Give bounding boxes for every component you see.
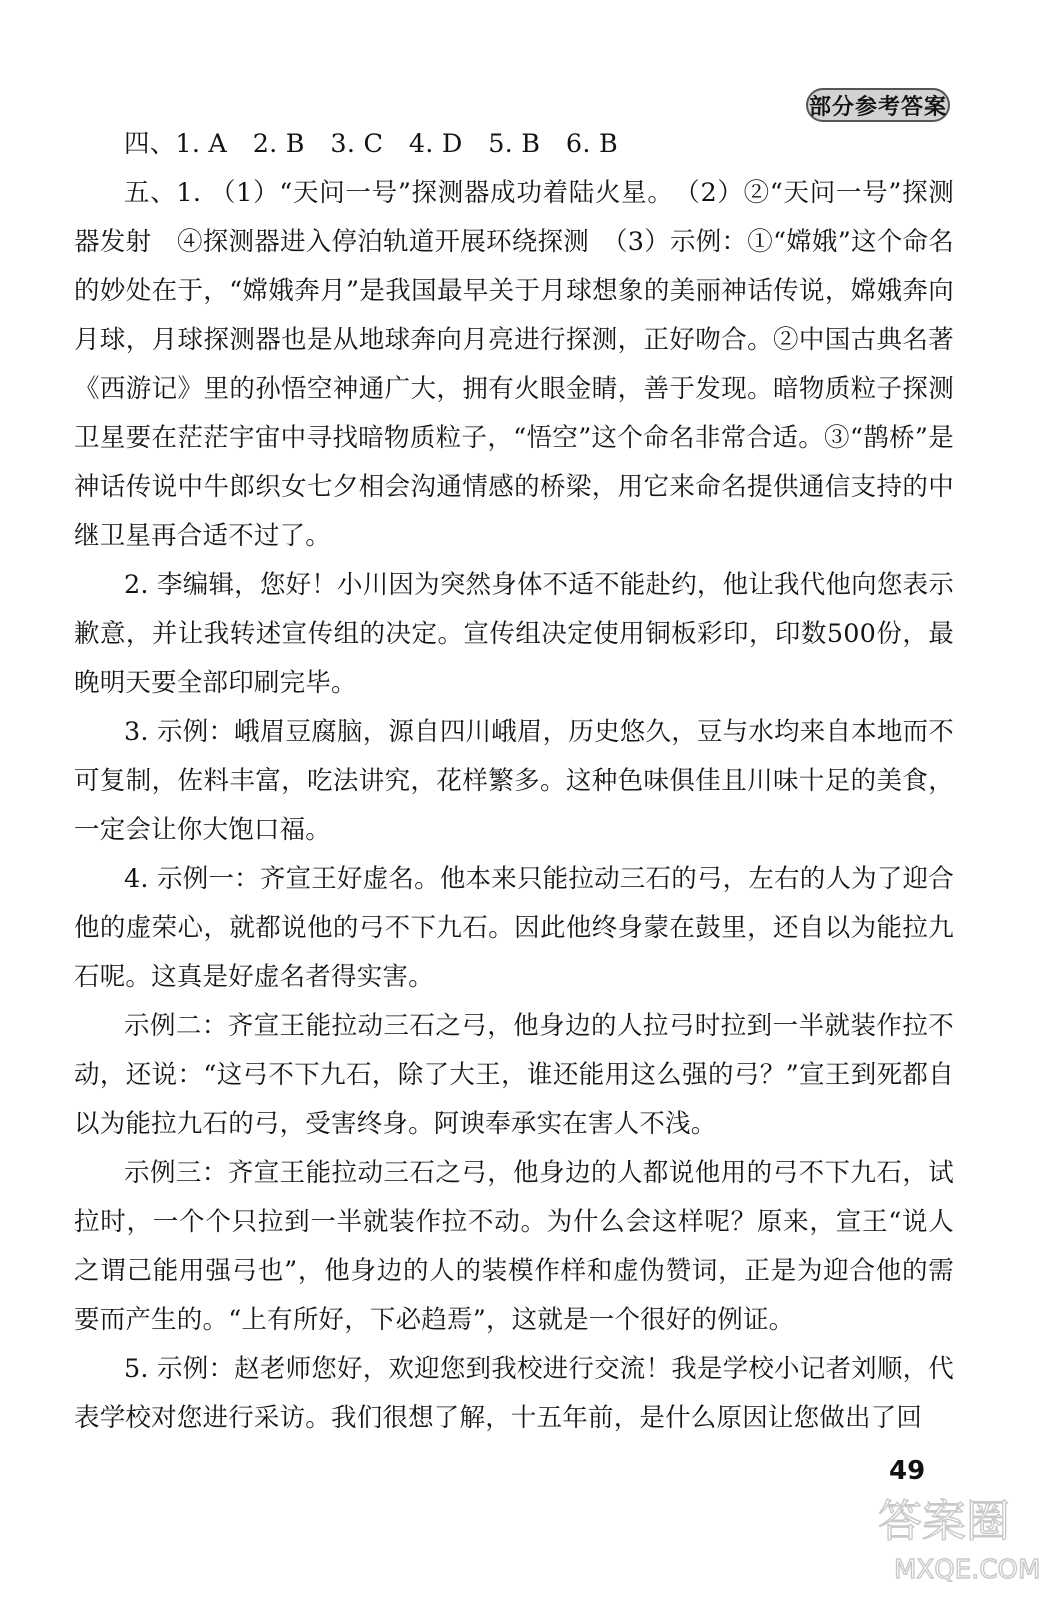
answer-part-5-question-1: 五、1. （1）“天问一号”探测器成功着陆火星。 （2）②“天问一号”探测器发射 ④探测器进入停泊轨道开展环绕探测 （3）示例：①“嫦娥”这个命名的妙处在于，“嫦娥奔月”是我国最早关于月球想象的美丽神话传说，嫦娥奔向月球，月球探测器也是从地球奔向月亮进行探测，正好吻合。②中国古典名著《西游记》里的孙悟空神通广大，拥有火眼金睛，善于发现。暗物质粒子探测卫星要在茫茫宇宙中寻找暗物质粒子，“悟空”这个命名非常合适。③“鹊桥”是神话传说中牛郎织女七夕相会沟通情感的桥梁，用它来命名提供通信支持的中继卫星再合适不过了。 [74, 178, 954, 551]
watermark-logo [874, 1478, 1041, 1588]
watermark-top-text: 答案圈 [878, 1496, 1010, 1547]
page-number: 49 [889, 1456, 926, 1486]
answer-content [74, 120, 954, 1443]
answer-part-5-question-2: 2. 李编辑，您好！小川因为突然身体不适不能赴约，他让我代他向您表示歉意，并让我转述宣传组的决定。宣传组决定使用铜板彩印，印数500份，最晚明天要全部印刷完毕。 [74, 570, 954, 698]
answer-part-4: 四、1. A 2. B 3. C 4. D 5. B 6. B [124, 129, 618, 159]
answer-part-5-question-4-example-3: 示例三：齐宣王能拉动三石之弓，他身边的人都说他用的弓不下九石，试拉时，一个个只拉到一半就装作拉不动。为什么会这样呢？原来，宣王“说人之谓己能用强弓也”，他身边的人的装模作样和虚伪赞词，正是为迎合他的需要而产生的。“上有所好，下必趋焉”，这就是一个很好的例证。 [74, 1158, 954, 1335]
watermark-bottom-text: MXQE.COM [894, 1555, 1041, 1585]
answer-part-5-question-4-example-2: 示例二：齐宣王能拉动三石之弓，他身边的人拉弓时拉到一半就装作拉不动，还说：“这弓不下九石，除了大王，谁还能用这么强的弓？”宣王到死都自以为能拉九石的弓，受害终身。阿谀奉承实在害人不浅。 [74, 1011, 954, 1139]
answer-part-5-question-5: 5. 示例：赵老师您好，欢迎您到我校进行交流！我是学校小记者刘顺，代表学校对您进行采访。我们很想了解，十五年前，是什么原因让您做出了回 [74, 1354, 954, 1433]
section-badge: 部分参考答案 [806, 88, 950, 122]
answer-part-5-question-4-example-1: 4. 示例一：齐宣王好虚名。他本来只能拉动三石的弓，左右的人为了迎合他的虚荣心，就都说他的弓不下九石。因此他终身蒙在鼓里，还自以为能拉九石呢。这真是好虚名者得实害。 [74, 864, 954, 992]
answer-part-5-question-3: 3. 示例：峨眉豆腐脑，源自四川峨眉，历史悠久，豆与水均来自本地而不可复制，佐料丰富，吃法讲究，花样繁多。这种色味俱佳且川味十足的美食，一定会让你大饱口福。 [74, 717, 954, 845]
